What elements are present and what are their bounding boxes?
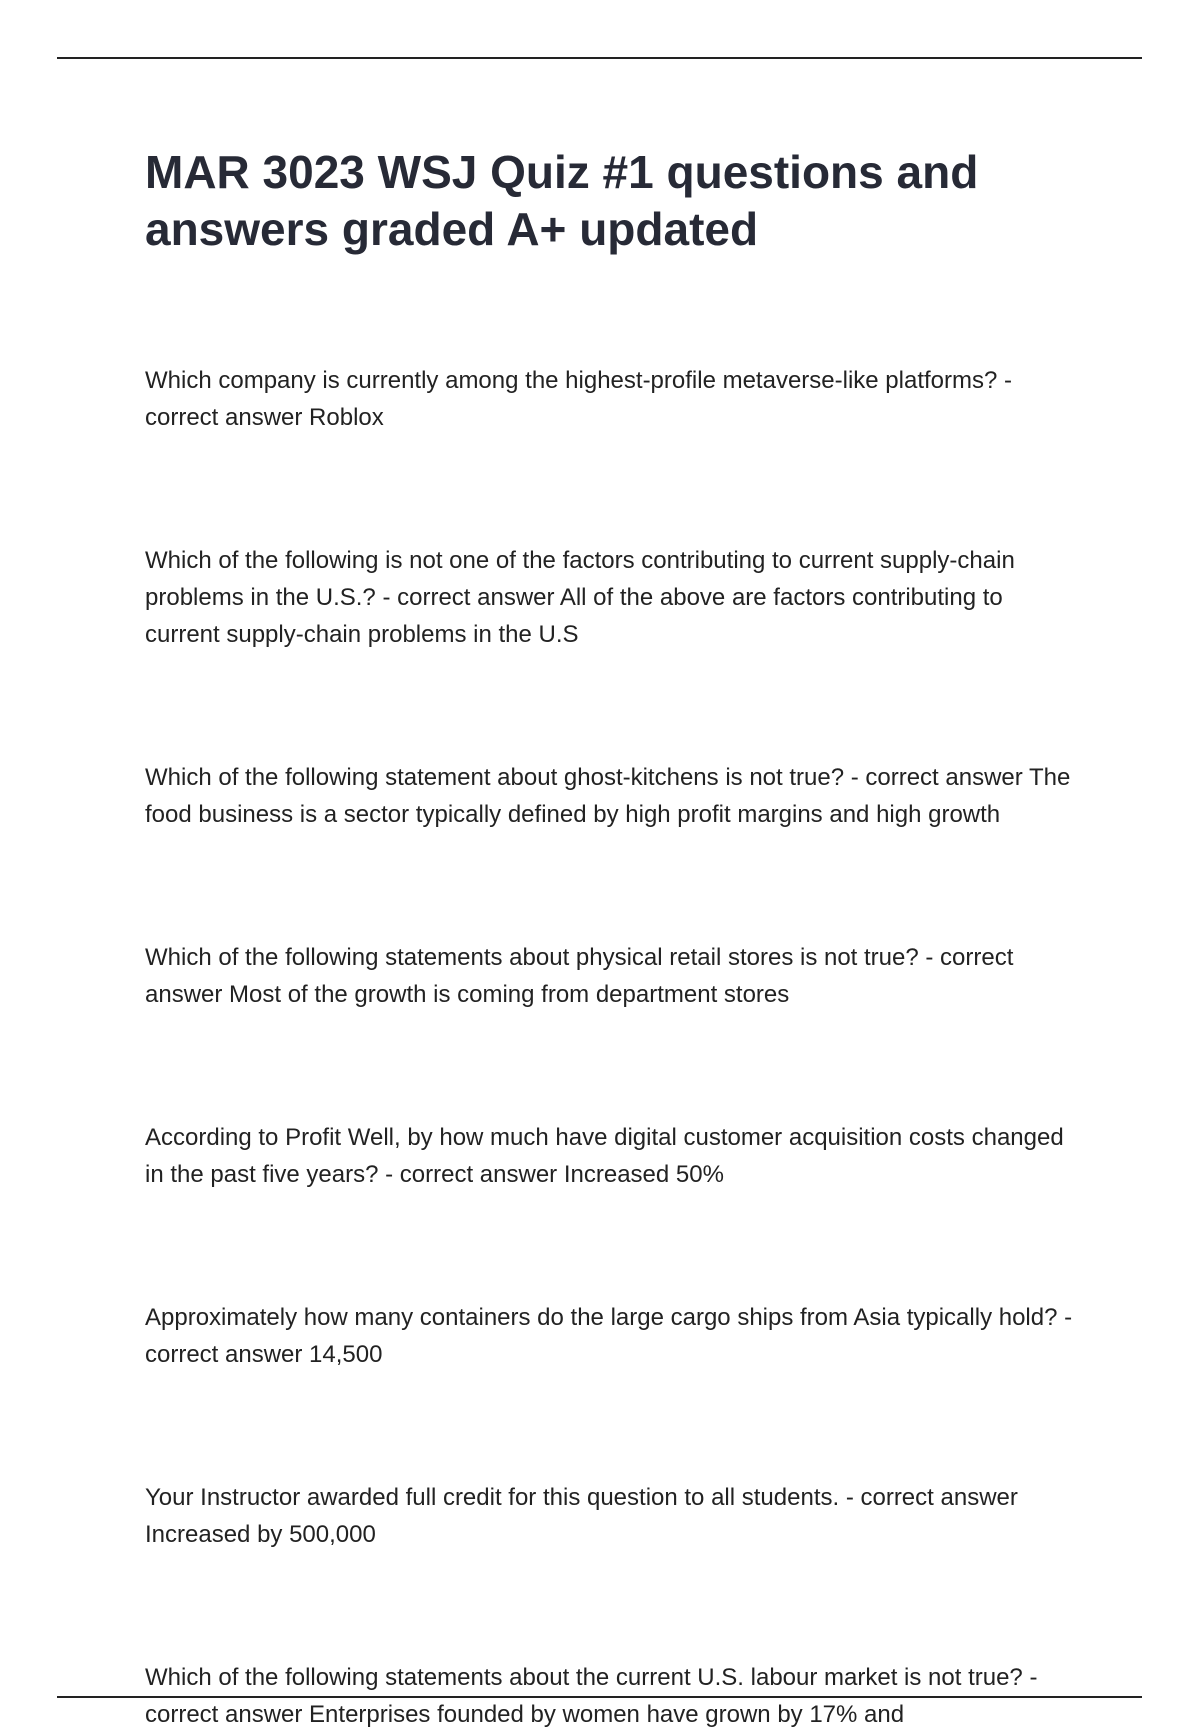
top-divider <box>57 57 1142 59</box>
bottom-divider <box>57 1696 1142 1698</box>
qa-item: Which of the following statements about physical retail stores is not true? - correct answer Most of the growth is coming from department stores <box>145 944 1014 1008</box>
document-title: MAR 3023 WSJ Quiz #1 questions and answers graded A+ updated <box>145 146 979 255</box>
qa-item: Which of the following statement about ghost-kitchens is not true? - correct answer The food business is a sector typically defined by high profit margins and high growth <box>145 764 1071 828</box>
question-answer-list <box>145 362 1075 1733</box>
qa-item: According to Profit Well, by how much have digital customer acquisition costs changed in the past five years? - correct answer Increased 50% <box>145 1124 1064 1188</box>
qa-item: Your Instructor awarded full credit for this question to all students. - correct answer Increased by 500,000 <box>145 1484 1018 1548</box>
qa-item: Which company is currently among the highest-profile metaverse-like platforms? - correct answer Roblox <box>145 367 1013 431</box>
qa-item: Which of the following is not one of the factors contributing to current supply-chain problems in the U.S.? - correct answer All of the above are factors contributing to current supply-chain problems in the U.S <box>145 547 1015 648</box>
qa-item: Which of the following statements about the current U.S. labour market is not true? - correct answer Enterprises founded by women have grown by 17% and <box>145 1664 1038 1728</box>
qa-item: Approximately how many containers do the large cargo ships from Asia typically hold? - correct answer 14,500 <box>145 1304 1073 1368</box>
